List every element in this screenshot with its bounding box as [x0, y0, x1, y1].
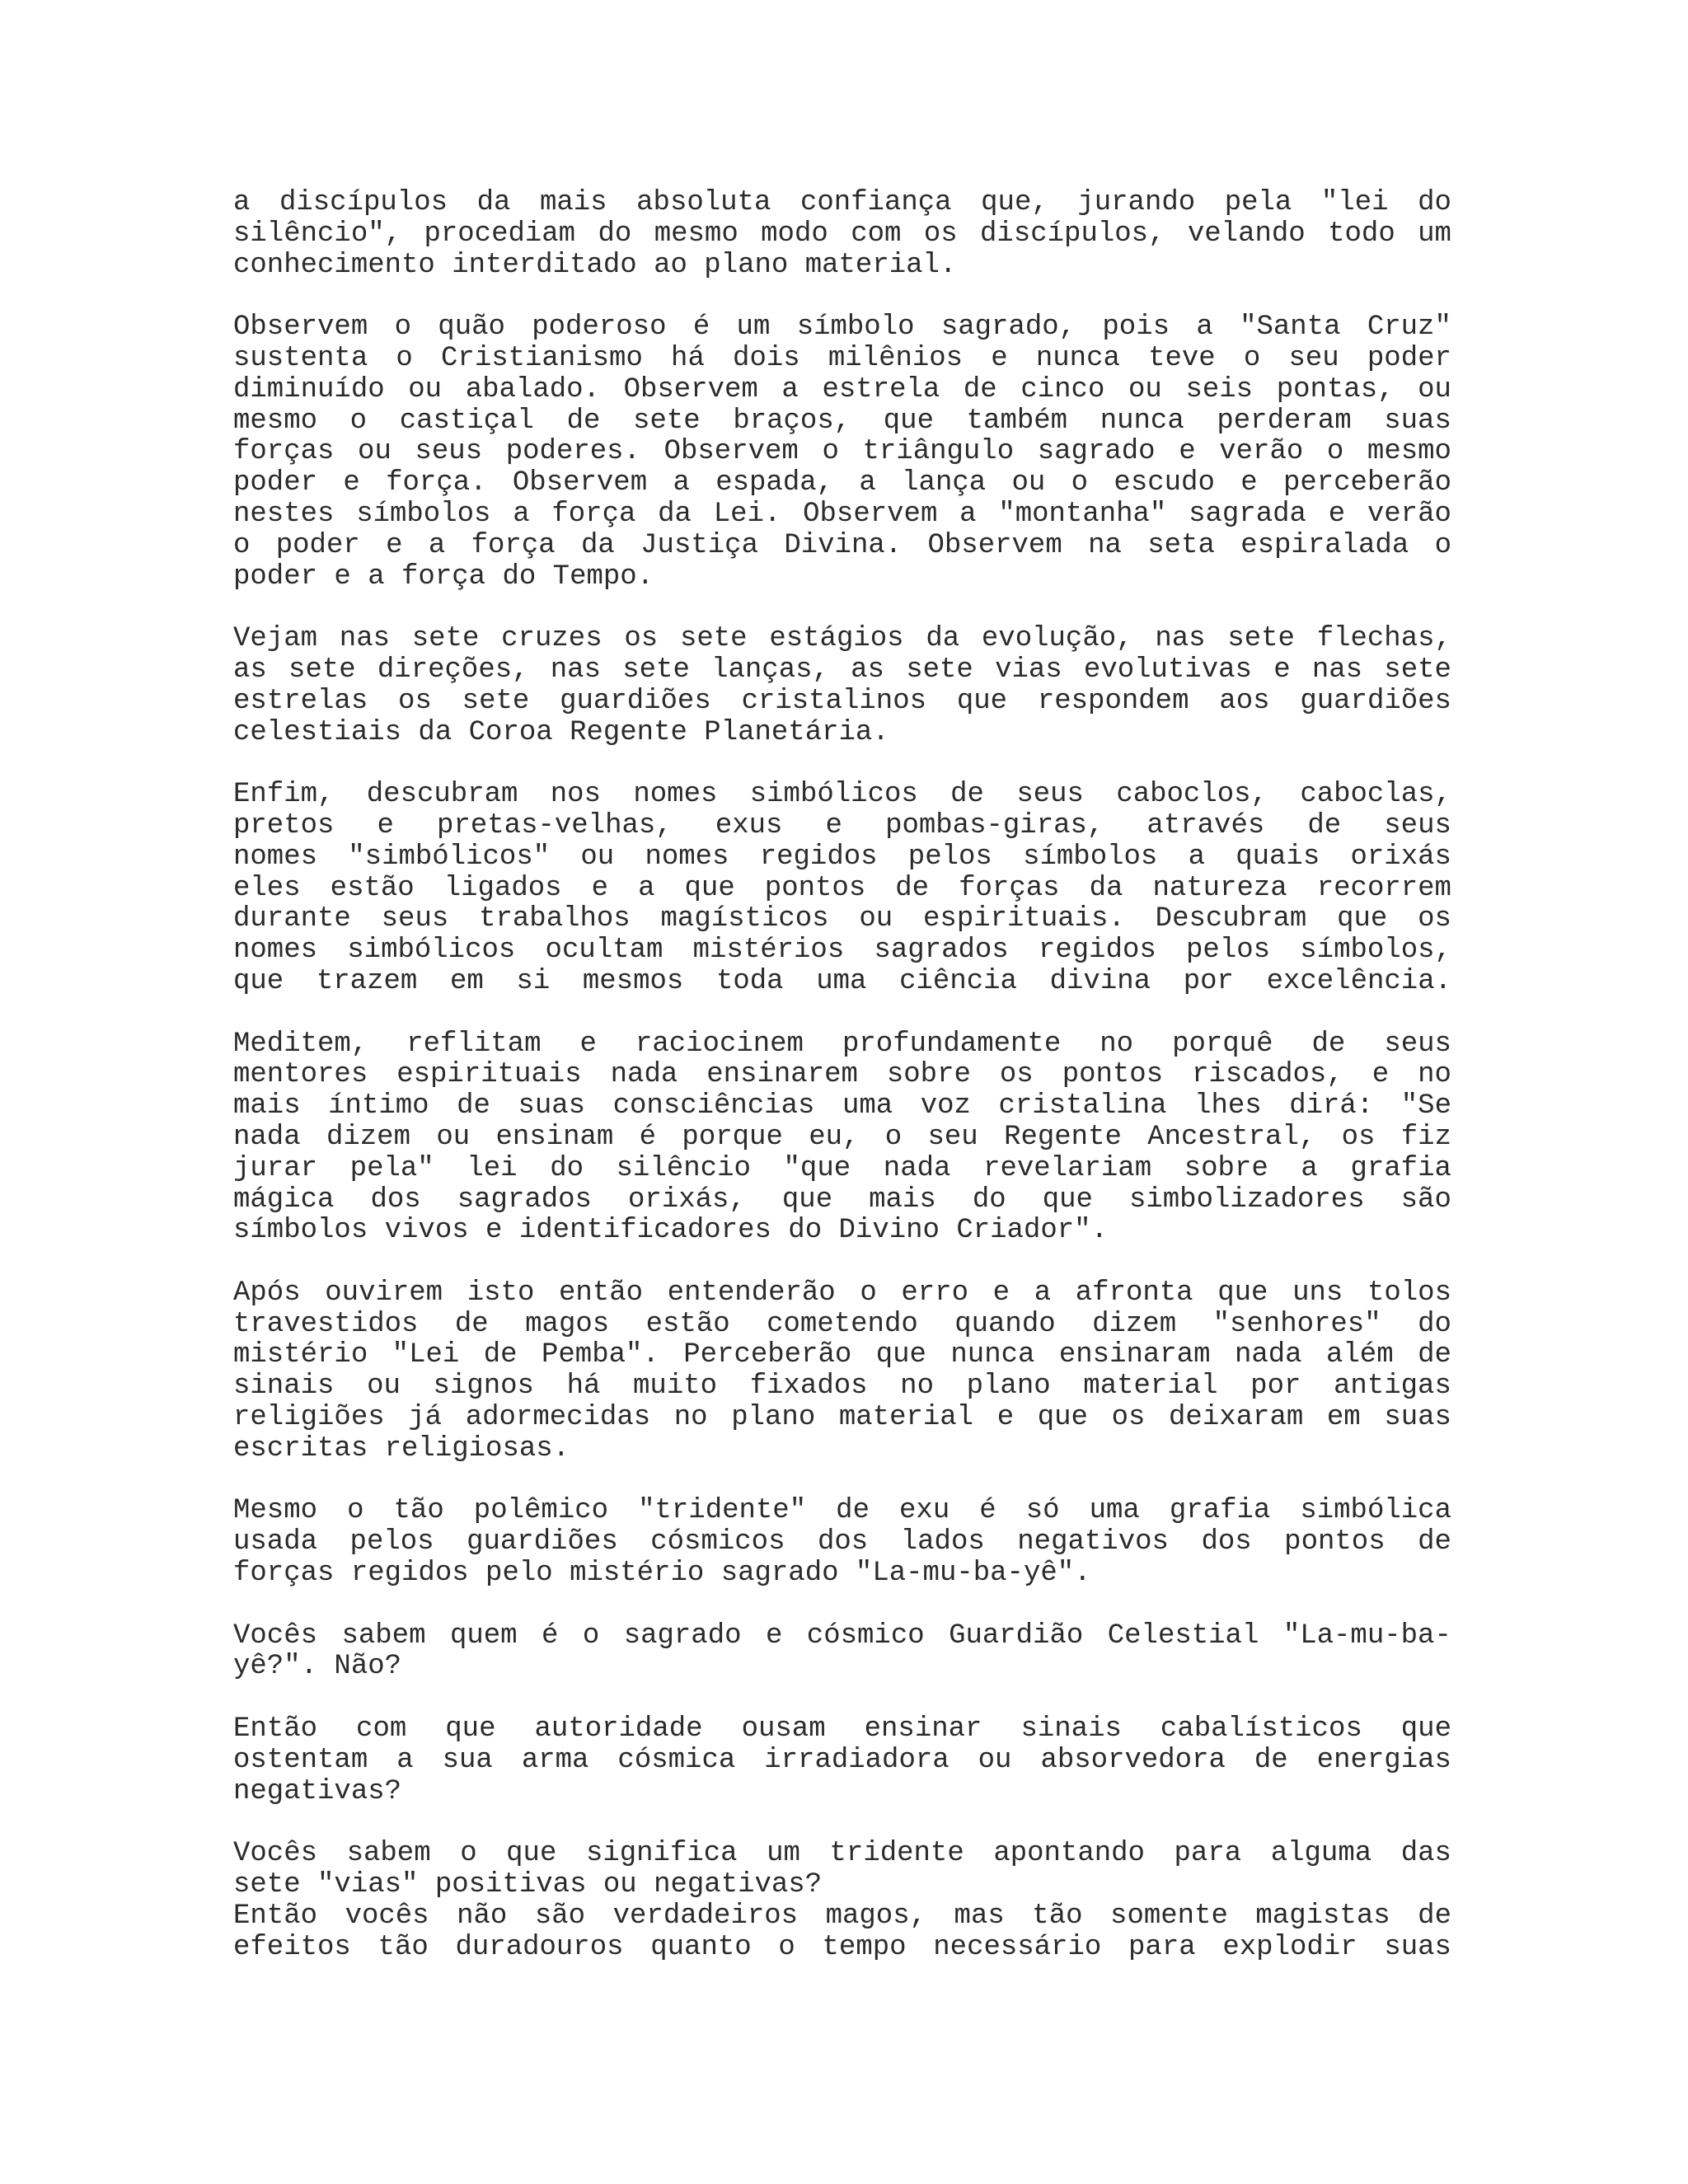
- text-line: Observem o quão poderoso é um símbolo sagrado, pois a "Santa Cruz": [233, 312, 1451, 344]
- text-line: a discípulos da mais absoluta confiança que, jurando pela "lei do: [233, 187, 1451, 218]
- text-line: as sete direções, nas sete lanças, as sete vias evolutivas e nas sete: [233, 654, 1451, 686]
- paragraph: [233, 1621, 1451, 1684]
- text-line: silêncio", procediam do mesmo modo com os discípulos, velando todo um: [233, 218, 1451, 250]
- text-line: forças regidos pelo mistério sagrado "La-mu-ba-yê".: [233, 1558, 1091, 1590]
- text-line: que trazem em si mesmos toda uma ciência divina por excelência.: [233, 965, 1451, 997]
- text-line: sinais ou signos há muito fixados no plano material por antigas: [233, 1371, 1451, 1403]
- paragraph: [233, 780, 1451, 998]
- text-line: Após ouvirem isto então entenderão o erro e a afronta que uns tolos: [233, 1277, 1451, 1309]
- text-line: Então com que autoridade ousam ensinar sinais cabalísticos que: [233, 1713, 1451, 1746]
- text-line: Mesmo o tão polêmico "tridente" de exu é só uma grafia simbólica: [233, 1495, 1451, 1527]
- text-line: nomes simbólicos ocultam mistérios sagrados regidos pelos símbolos,: [233, 935, 1451, 967]
- text-line: mentores espirituais nada ensinarem sobre os pontos riscados, e no: [233, 1059, 1451, 1091]
- text-line: escritas religiosas.: [233, 1432, 570, 1465]
- paragraph: [233, 1496, 1451, 1589]
- text-line: nestes símbolos a força da Lei. Observem a "montanha" sagrada e verão: [233, 498, 1451, 530]
- text-line: poder e a força do Tempo.: [233, 560, 654, 593]
- text-line: estrelas os sete guardiões cristalinos que respondem aos guardiões: [233, 685, 1451, 717]
- text-line: Vocês sabem o que significa um tridente apontando para alguma das: [233, 1838, 1451, 1870]
- text-line: sustenta o Cristianismo há dois milênios e nunca teve o seu poder: [233, 342, 1451, 374]
- text-line: Enfim, descubram nos nomes simbólicos de seus caboclos, caboclas,: [233, 779, 1451, 811]
- text-line: mágica dos sagrados orixás, que mais do que simbolizadores são: [233, 1183, 1451, 1216]
- paragraph: [233, 1839, 1451, 1901]
- text-line: ostentam a sua arma cósmica irradiadora ou absorvedora de energias: [233, 1744, 1451, 1776]
- text-line: usada pelos guardiões cósmicos dos lados negativos dos pontos de: [233, 1526, 1451, 1558]
- body-text: [233, 188, 1451, 1994]
- paragraph: [233, 188, 1451, 281]
- text-line: o poder e a força da Justiça Divina. Observem na seta espiralada o: [233, 529, 1451, 561]
- text-line: travestidos de magos estão cometendo quando dizem "senhores" do: [233, 1308, 1451, 1340]
- paragraph: [233, 1029, 1451, 1248]
- text-line: sete "vias" positivas ou negativas?: [233, 1869, 823, 1901]
- paragraph: [233, 1901, 1451, 1964]
- text-line: jurar pela" lei do silêncio "que nada revelariam sobre a grafia: [233, 1152, 1451, 1184]
- text-line: mistério "Lei de Pemba". Perceberão que nunca ensinaram nada além de: [233, 1339, 1451, 1371]
- paragraph: [233, 624, 1451, 748]
- text-line: yê?". Não?: [233, 1651, 402, 1683]
- text-line: religiões já adormecidas no plano material e que os deixaram em suas: [233, 1402, 1451, 1434]
- text-line: eles estão ligados e a que pontos de forças da natureza recorrem: [233, 872, 1451, 904]
- text-line: diminuído ou abalado. Observem a estrela de cinco ou seis pontas, ou: [233, 373, 1451, 405]
- text-line: negativas?: [233, 1775, 402, 1807]
- text-line: conhecimento interditado ao plano material.: [233, 249, 957, 281]
- text-line: forças ou seus poderes. Observem o triângulo sagrado e verão o mesmo: [233, 436, 1451, 468]
- text-line: celestiais da Coroa Regente Planetária.: [233, 716, 889, 748]
- paragraph: [233, 312, 1451, 593]
- paragraph: [233, 1278, 1451, 1465]
- text-line: Meditem, reflitam e raciocinem profundamente no porquê de seus: [233, 1028, 1451, 1060]
- text-line: Então vocês não são verdadeiros magos, mas tão somente magistas de: [233, 1900, 1451, 1932]
- text-line: pretos e pretas-velhas, exus e pombas-giras, através de seus: [233, 809, 1451, 841]
- text-line: Vocês sabem quem é o sagrado e cósmico Guardião Celestial "La-mu-ba-: [233, 1619, 1451, 1652]
- text-line: mais íntimo de suas consciências uma voz cristalina lhes dirá: "Se: [233, 1090, 1451, 1122]
- text-line: mesmo o castiçal de sete braços, que também nunca perderam suas: [233, 405, 1451, 437]
- text-line: nomes "simbólicos" ou nomes regidos pelos símbolos a quais orixás: [233, 841, 1451, 873]
- text-line: durante seus trabalhos magísticos ou espirituais. Descubram que os: [233, 903, 1451, 935]
- text-line: efeitos tão duradouros quanto o tempo necessário para explodir suas: [233, 1931, 1451, 1963]
- paragraph: [233, 1714, 1451, 1807]
- text-line: Vejam nas sete cruzes os sete estágios da evolução, nas sete flechas,: [233, 623, 1451, 655]
- text-line: poder e força. Observem a espada, a lança ou o escudo e perceberão: [233, 467, 1451, 499]
- text-line: símbolos vivos e identificadores do Divino Criador".: [233, 1215, 1108, 1247]
- text-line: nada dizem ou ensinam é porque eu, o seu Regente Ancestral, os fiz: [233, 1121, 1451, 1153]
